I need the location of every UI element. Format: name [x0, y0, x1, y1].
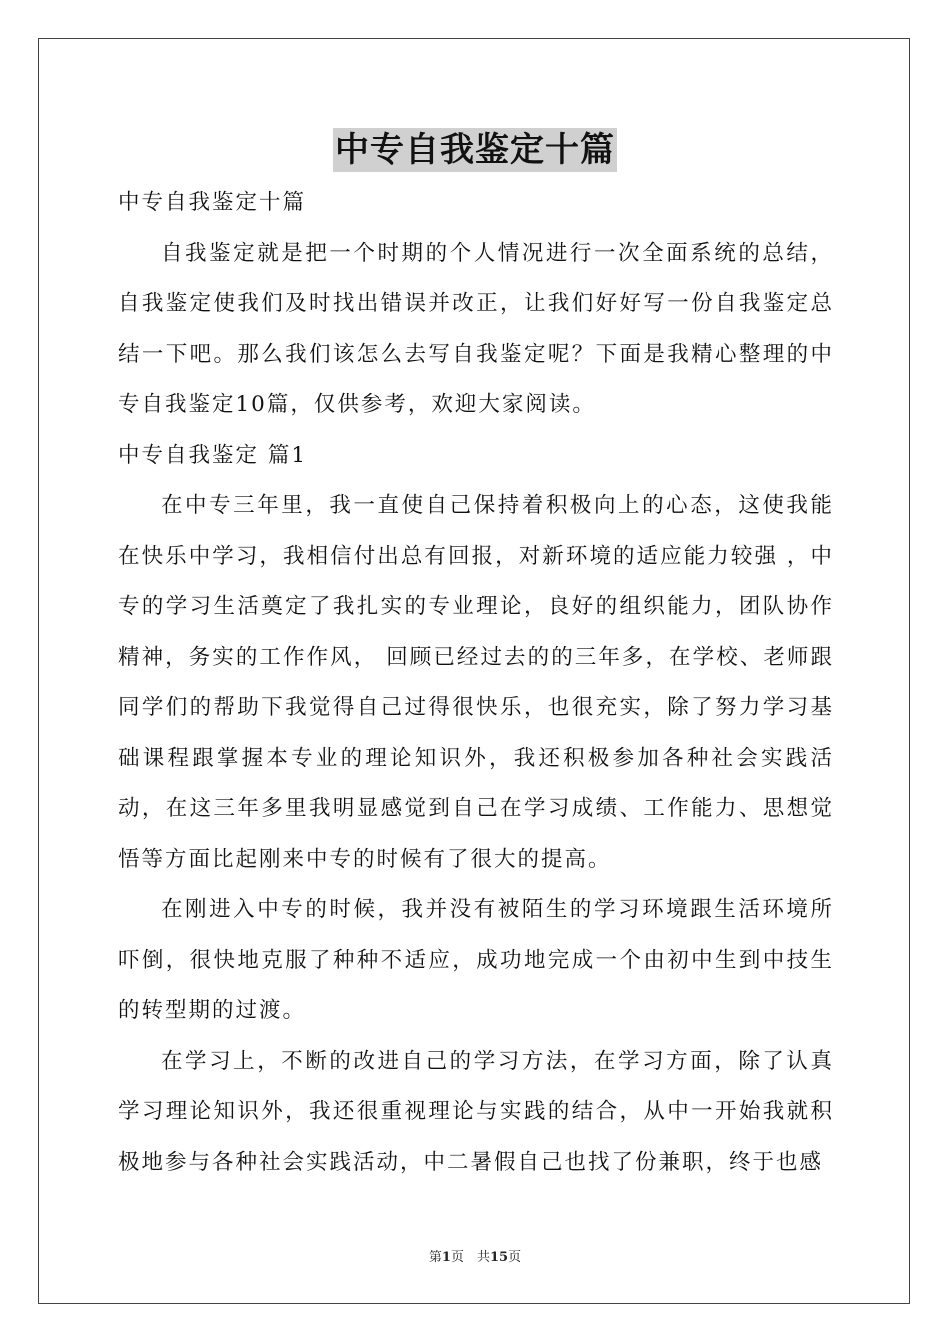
title-container [0, 128, 950, 172]
footer-page-suffix: 页 [508, 1250, 522, 1265]
document-subtitle: 中专自我鉴定十篇 [118, 190, 307, 215]
document-body [118, 178, 834, 1188]
document-title: 中专自我鉴定十篇 [335, 130, 615, 170]
section-heading: 中专自我鉴定 篇1 [118, 442, 308, 468]
paragraph-intro: 自我鉴定就是把一个时期的个人情况进行一次全面系统的总结，自我鉴定使我们及时找出错误并改正，让我们好好写一份自我鉴定总结一下吧。那么我们该怎么去写自我鉴定呢？下面是我精心整理的中专自我鉴定10篇，仅供参考，欢迎大家阅读。 [118, 240, 834, 417]
footer-page-total: 15 [489, 1250, 509, 1265]
footer-page-mid: 页 共 [450, 1250, 490, 1265]
footer-page-current: 1 [441, 1250, 451, 1265]
paragraph: 在中专三年里，我一直使自己保持着积极向上的心态，这使我能在快乐中学习，我相信付出总有回报，对新环境的适应能力较强 ，中专的学习生活奠定了我扎实的专业理论，良好的组织能力，团队协作精神，务实的工作作风， 回顾已经过去的的三年多，在学校、老师跟同学们的帮助下我觉得自己过得很快乐，也很充实，除了努力学习基础课程跟掌握本专业的理论知识外，我还积极参加各种社会实践活动，在这三年多里我明显感觉到自己在学习成绩、工作能力、思想觉悟等方面比起刚来中专的时候有了很大的提高。 [118, 493, 834, 872]
page-footer [0, 1249, 950, 1267]
paragraph: 在刚进入中专的时候，我并没有被陌生的学习环境跟生活环境所吓倒，很快地克服了种种不适应，成功地完成一个由初中生到中技生的转型期的过渡。 [118, 897, 834, 1023]
paragraph: 在学习上，不断的改进自己的学习方法，在学习方面，除了认真学习理论知识外，我还很重视理论与实践的结合，从中一开始我就积极地参与各种社会实践活动，中二暑假自己也找了份兼职，终于也感 [118, 1048, 834, 1175]
footer-page-prefix: 第 [428, 1250, 442, 1265]
